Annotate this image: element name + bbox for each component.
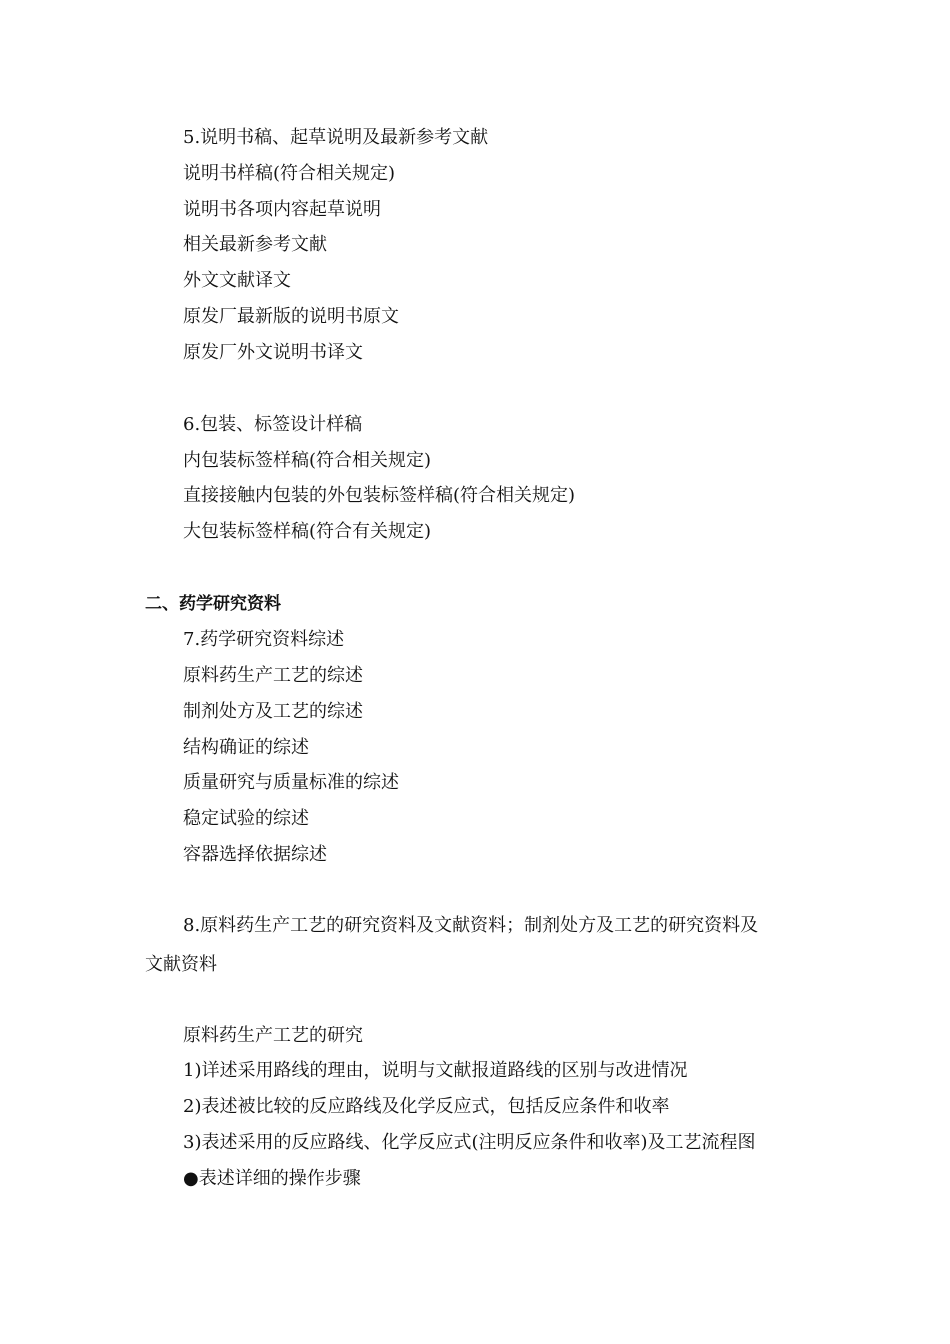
section-5-item: 说明书各项内容起草说明	[183, 199, 381, 220]
section-5-item: 原发厂外文说明书译文	[183, 342, 363, 363]
section-7-heading: 7.药学研究资料综述	[183, 629, 345, 650]
section-7-item: 质量研究与质量标准的综述	[183, 772, 399, 793]
section-7-item: 原料药生产工艺的综述	[183, 665, 363, 686]
section-8-item: 1)详述采用路线的理由，说明与文献报道路线的区别与改进情况	[183, 1060, 688, 1081]
section-8-item: 3)表述采用的反应路线、化学反应式(注明反应条件和收率)及工艺流程图	[183, 1132, 756, 1153]
section-5-item: 原发厂最新版的说明书原文	[183, 306, 399, 327]
section-6-heading: 6.包装、标签设计样稿	[183, 414, 363, 435]
section-5-item: 说明书样稿(符合相关规定)	[183, 163, 396, 184]
section-7-item: 制剂处方及工艺的综述	[183, 701, 363, 722]
section-6-item: 大包装标签样稿(符合有关规定)	[183, 521, 432, 542]
section-7-item: 结构确证的综述	[183, 737, 309, 758]
section-8-heading-continuation: 文献资料	[145, 954, 217, 975]
section-8-item: ●表述详细的操作步骤	[183, 1168, 361, 1189]
section-5-heading: 5.说明书稿、起草说明及最新参考文献	[183, 127, 489, 148]
section-5-item: 相关最新参考文献	[183, 234, 327, 255]
section-7-item: 稳定试验的综述	[183, 808, 309, 829]
section-8-item: 2)表述被比较的反应路线及化学反应式，包括反应条件和收率	[183, 1096, 670, 1117]
section-5-item: 外文文献译文	[183, 270, 291, 291]
section-7-item: 容器选择依据综述	[183, 844, 327, 865]
section-6-item: 内包装标签样稿(符合相关规定)	[183, 450, 432, 471]
part-2-title: 二、药学研究资料	[145, 594, 281, 614]
section-8-heading: 8.原料药生产工艺的研究资料及文献资料；制剂处方及工艺的研究资料及	[183, 915, 759, 936]
section-8-subheading: 原料药生产工艺的研究	[183, 1025, 363, 1046]
section-6-item: 直接接触内包装的外包装标签样稿(符合相关规定)	[183, 485, 576, 506]
